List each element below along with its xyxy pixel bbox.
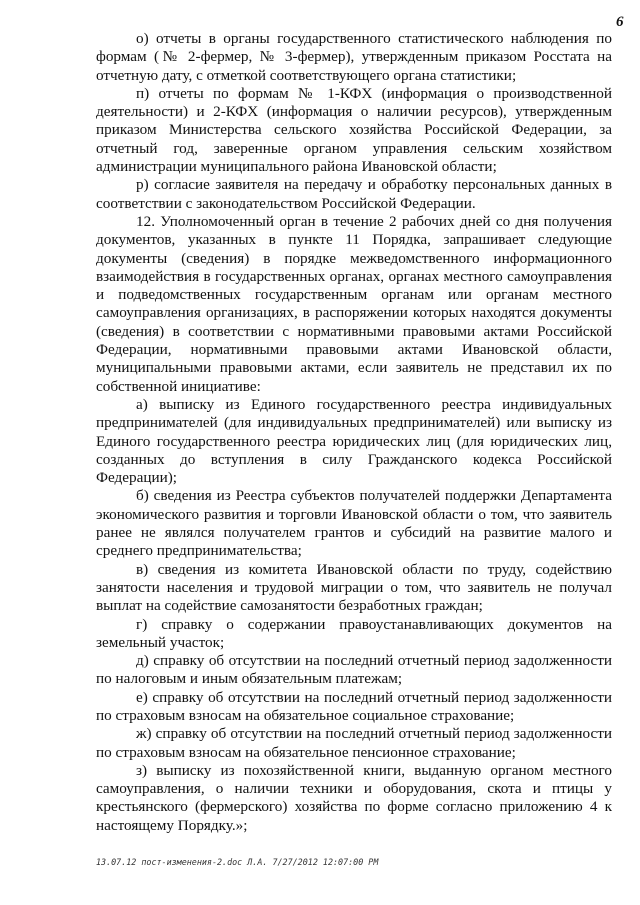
paragraph-o: о) отчеты в органы государственного статистического наблюдения по формам (№ 2-фермер, № 3-фермер), утвержденным приказом Росстата на отчетную дату, с отметкой соответствующего органа статистики; — [96, 30, 612, 84]
document-footer: 13.07.12 пост-изменения-2.doc Л.А. 7/27/2012 12:07:00 PM — [96, 857, 379, 867]
paragraph-v: в) сведения из комитета Ивановской области по труду, содействию занятости населения и трудовой миграции о том, что заявитель не получал выплат на содействие самозанятости безработных граждан; — [96, 560, 612, 615]
paragraph-a: а) выписку из Единого государственного реестра индивидуальных предпринимателей (для индивидуальных предпринимателей) или выписку из Единого государственного реестра юридических лиц (для юридических лиц, созданных до вступления в силу Гражданского кодекса Российской Федерации); — [96, 395, 612, 487]
paragraph-z: з) выписку из похозяйственной книги, выданную органом местного самоуправления, о наличии техники и оборудования, скота и птицы у крестьянского (фермерского) хозяйства по форме согласно приложению 4 к настоящему Порядку.»; — [96, 761, 612, 834]
paragraph-12: 12. Уполномоченный орган в течение 2 рабочих дней со дня получения документов, указанных в пункте 11 Порядка, запрашивает следующие документы (сведения) в порядке межведомственного информационного взаимодействия в государственных органах, органах местного самоуправления и подведомственных государственным органам или органам местного самоуправления организациях, в распоряжении которых находятся документы (сведения) в соответствии с нормативными правовыми актами Российской Федерации, нормативными правовыми актами Ивановской области, муниципальными правовыми актами, если заявитель не представил их по собственной инициативе: — [96, 212, 612, 395]
paragraph-g: г) справку о содержании правоустанавливающих документов на земельный участок; — [96, 615, 612, 651]
paragraph-b: б) сведения из Реестра субъектов получателей поддержки Департамента экономического развития и торговли Ивановской области о том, что заявитель ранее не являлся получателем грантов и субсидий на развитие малого и среднего предпринимательства; — [96, 487, 612, 560]
page-number: 6 — [616, 14, 624, 30]
paragraph-d: д) справку об отсутствии на последний отчетный период задолженности по налоговым и иным обязательным платежам; — [96, 652, 612, 688]
paragraph-e: е) справку об отсутствии на последний отчетный период задолженности по страховым взносам на обязательное социальное страхование; — [96, 688, 612, 724]
paragraph-zh: ж) справку об отсутствии на последний отчетный период задолженности по страховым взносам на обязательное пенсионное страхование; — [96, 725, 612, 761]
paragraph-p: п) отчеты по формам № 1-КФХ (информация о производственной деятельности) и 2-КФХ (информация о наличии ресурсов), утвержденным приказом Министерства сельского хозяйства Российской Федерации, за отчетный год, заверенные органом управления сельским хозяйством администрации муниципального района Ивановской области; — [96, 84, 612, 176]
document-body — [96, 30, 612, 835]
paragraph-r: р) согласие заявителя на передачу и обработку персональных данных в соответствии с законодательством Российской Федерации. — [96, 176, 612, 212]
